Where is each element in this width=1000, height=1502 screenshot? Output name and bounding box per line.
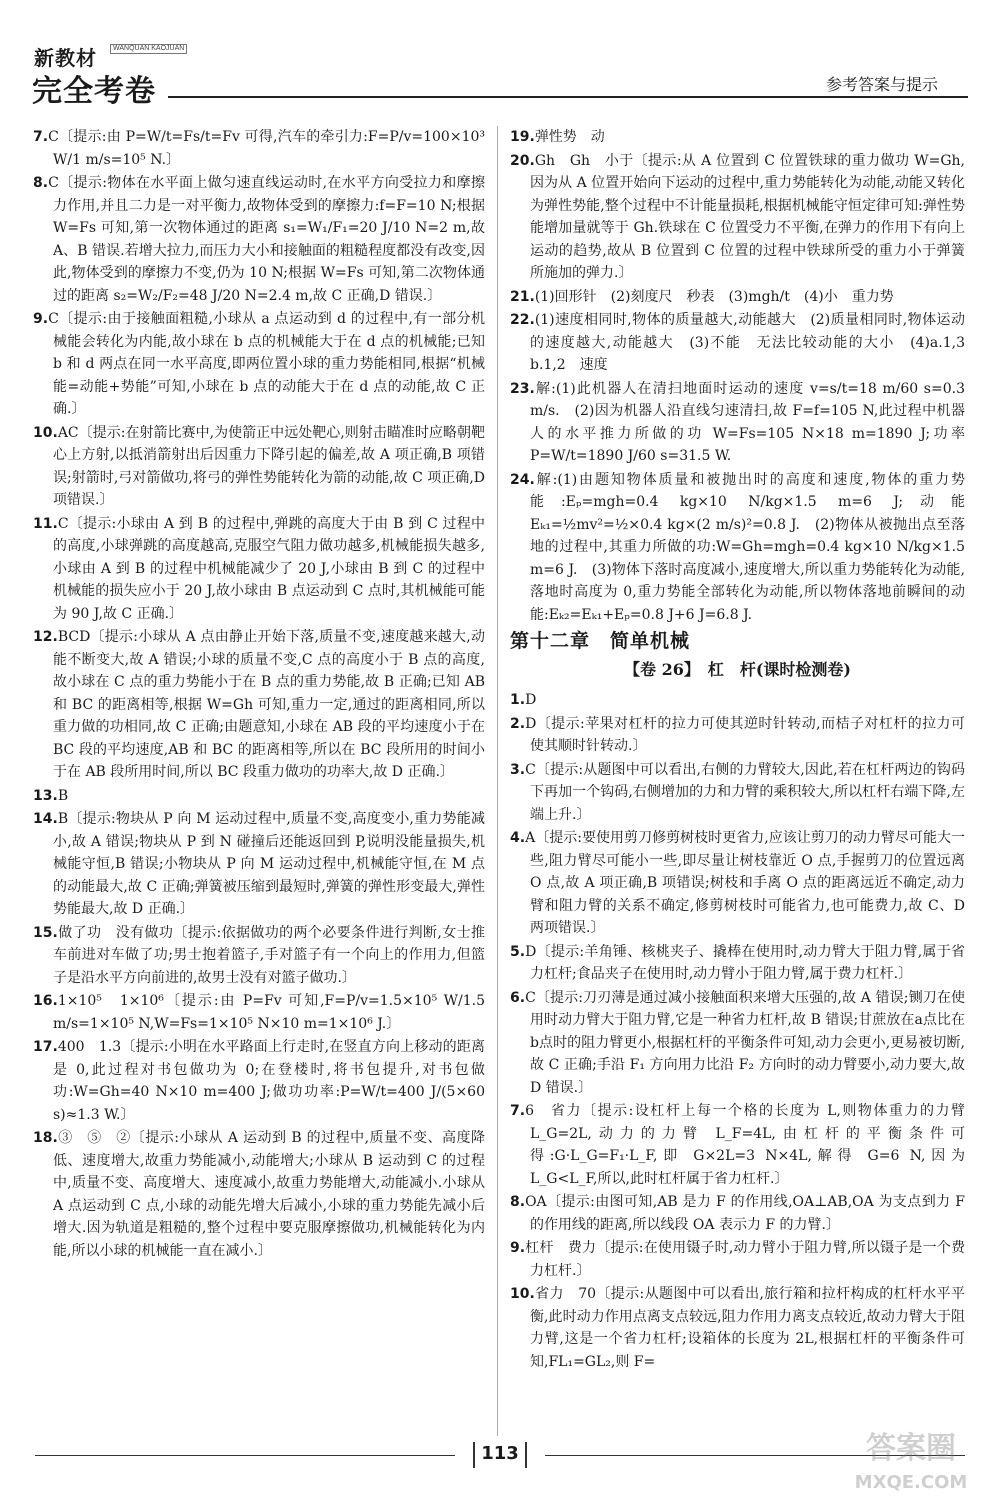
- answer-number: 9.: [33, 311, 49, 327]
- answer-item: [33, 785, 485, 808]
- answer-number: 19.: [510, 129, 535, 145]
- watermark-logo: [836, 1418, 986, 1498]
- answer-item: [510, 1283, 965, 1373]
- answer-item: [510, 759, 965, 827]
- answer-item: [510, 378, 965, 468]
- answer-text: 6 省力〔提示:设杠杆上每一个格的长度为 L,则物体重力的力臂 L_G=2L,动力的力臂 L_F=4L,由杠杆的平衡条件可得:G·L_G=F₁·L_F,即 G×2L=3 N×4L,解得 G=6 N,因为 L_G<L_F,所以,此时杠杆属于省力杠杆.〕: [525, 1103, 965, 1187]
- answer-text: C〔提示:由于接触面粗糙,小球从 a 点运动到 d 的过程中,有一部分机械能会转化为内能,故小球在 b 点的机械能大于在 d 点的机械能;已知 b 和 d 两点在同一水平高度,即两位置小球的重力势能相同,根据“机械能=动能+势能”可知,小球在 b 点的动能大于在 d 点的动能,故 C 正确.〕: [48, 311, 485, 417]
- left-column: [33, 126, 485, 1263]
- answer-text: 杠杆 费力〔提示:在使用镊子时,动力臂小于阻力臂,所以镊子是一个费力杠杆.〕: [525, 1240, 965, 1279]
- answer-number: 7.: [33, 129, 49, 145]
- column-divider: [497, 126, 498, 1436]
- answer-item: [33, 422, 485, 512]
- answer-text: OA〔提示:由图可知,AB 是力 F 的作用线,OA⊥AB,OA 为支点到力 F 的作用线的距离,所以线段 OA 表示力 F 的力臂.〕: [525, 1194, 965, 1233]
- answer-item: [510, 150, 965, 285]
- answer-number: 13.: [33, 787, 58, 804]
- answer-number: 5.: [510, 943, 526, 960]
- brand-small: 新教材: [34, 46, 97, 70]
- answer-text: C〔提示:由 P=W/t=Fs/t=Fv 可得,汽车的牵引力:F=P/v=100×10³ W/1 m/s=10⁵ N.〕: [48, 129, 485, 168]
- answer-text: ③ ⑤ ②〔提示:小球从 A 运动到 B 的过程中,质量不变、高度降低、速度增大,故重力势能减小,动能增大;小球从 B 运动到 C 的过程中,质量不变、高度增大、速度减小,故重力势能增大,动能减小.小球从 A 点运动到 C 点,小球的动能先增大后减小,小球的重力势能先减小后增大.因为轨道是粗糙的,整个过程中要克服摩擦做功,机械能转化为内能,所以小球的机械能一直在减小.〕: [53, 1130, 485, 1259]
- page-header: [28, 20, 978, 109]
- page-number-bar-left: [473, 1442, 475, 1468]
- right-column: [510, 126, 979, 1374]
- answer-item: [510, 689, 965, 712]
- answer-item: [510, 1100, 965, 1190]
- answer-item: [33, 922, 485, 990]
- answer-text: B: [57, 787, 69, 804]
- answer-text: 400 1.3〔提示:小明在水平路面上行走时,在竖直方向上移动的距离是 0,此过程对书包做功为 0;在登楼时,将书包提升,对书包做功:W=Gh=40 N×10 m=400 J;做功功率:P=W/t=400 J/(5×60 s)≈1.3 W.〕: [53, 1039, 485, 1123]
- answer-number: 9.: [510, 1240, 526, 1256]
- answer-number: 23.: [510, 380, 535, 397]
- answer-item: [510, 469, 965, 627]
- answer-number: 20.: [510, 152, 535, 169]
- answer-item: [33, 626, 485, 784]
- answer-item: [510, 941, 965, 986]
- answer-text: 解:(1)此机器人在清扫地面时运动的速度 v=s/t=18 m/60 s=0.3 m/s. (2)因为机器人沿直线匀速清扫,故 F=f=105 N,此过程中机器人的水平推力所做的功 W=Fs=105 N×18 m=1890 J;功率 P=W/t=1890 J/60 s=31.5 W.: [530, 380, 965, 464]
- answer-item: [510, 827, 965, 940]
- answer-text: D: [525, 692, 537, 708]
- answer-text: C〔提示:刀刃薄是通过减小接触面积来增大压强的,故 A 错误;铡刀在使用时动力臂大于阻力臂,它是一种省力杠杆,故 B 错误;甘蔗放在a点比在b点时的阻力臂更小,根据杠杆的平衡条件可知,动力会更小,更易被切断,故 C 正确;手沿 F₁ 方向用力比沿 F₂ 方向时的动力臂要小,动力要大,故 D 错误.〕: [525, 989, 965, 1096]
- answer-text: 解:(1)由题知物体质量和被抛出时的高度和速度,物体的重力势能:Eₚ=mgh=0.4 kg×10 N/kg×1.5 m=6 J;动能 Eₖ₁=½mv²=½×0.4 kg×(2 m/s)²=0.8 J. (2)物体从被抛出点至落地的过程中,其重力所做的功:W=Gh=mgh=0.4 kg×10 N/kg×1.5 m=6 J. (3)物体下落时高度减小,速度增大,所以重力势能转化为动能,落地时高度为 0,重力势能全部转化为动能,所以物体落地前瞬间的动能:Eₖ₂=Eₖ₁+Eₚ=0.8 J+6 J=6.8 J.: [530, 471, 965, 623]
- answer-item: [33, 126, 485, 171]
- page-number: 113: [481, 1443, 519, 1464]
- header-title: 参考答案与提示: [825, 75, 938, 94]
- answer-text: Gh Gh 小于〔提示:从 A 位置到 C 位置铁球的重力做功 W=Gh,因为从 A 位置开始向下运动的过程中,重力势能转化为动能,动能又转化为弹性势能,整个过程中不计能量损耗,根据机械能守恒定律可知:弹性势能增加量就等于 Gh.铁球在 C 位置受力不平衡,在弹力的作用下有向上运动的趋势,故从 B 位置到 C 位置的过程中铁球所受的重力小于弹簧所施加的弹力.〕: [530, 152, 965, 281]
- footer-rule-left: [35, 1455, 455, 1456]
- answers-ch12: [510, 689, 965, 1373]
- answer-text: C〔提示:小球由 A 到 B 的过程中,弹跳的高度大于由 B 到 C 过程中的高度,小球弹跳的高度越高,克服空气阻力做功越多,机械能损失越多,小球由 A 到 B 的过程中机械能减少了 20 J,小球由 B 到 C 的过程中机械能的损失应小于 20 J,故小球由 B 点运动到 C 点时,其机械能可能为 90 J,故 C 正确.〕: [53, 515, 485, 622]
- answers-ch11-continued: [510, 126, 979, 626]
- answer-text: AC〔提示:在射箭比赛中,为使箭正中远处靶心,则射击瞄准时应略朝靶心上方射,以抵消箭射出后因重力下降引起的偏差,故 A 项正确,B 项错误;射箭时,弓对箭做功,将弓的弹性势能转化为箭的动能,故 C 项正确,D 项错误.〕: [53, 424, 485, 508]
- chapter-title: 第十二章 简单机械: [510, 630, 691, 652]
- header-rule: [168, 96, 968, 98]
- answer-item: [33, 808, 485, 921]
- answer-number: 2.: [510, 715, 526, 732]
- answer-item: [33, 308, 485, 421]
- answer-number: 6.: [510, 989, 526, 1006]
- answer-item: [510, 1237, 965, 1282]
- answer-number: 21.: [510, 288, 535, 305]
- answer-item: [510, 987, 965, 1100]
- answer-text: 做了功 没有做功〔提示:依据做功的两个必要条件进行判断,女士推车前进对车做了功;男士抱着篮子,手对篮子有一个向上的作用力,但篮子是沿水平方向前进的,故男士没有对篮子做功.〕: [53, 924, 485, 986]
- answer-text: 省力 70〔提示:从题图中可以看出,旅行箱和拉杆构成的杠杆水平平衡,此时动力作用点离支点较远,阻力作用力离支点较近,故动力臂大于阻力臂,这是一个省力杠杆;设箱体的长度为 2L,根据杠杆的平衡条件可知,FL₁=GL₂,则 F=: [530, 1286, 965, 1370]
- answer-number: 12.: [33, 629, 58, 645]
- answer-item: [33, 1127, 485, 1262]
- answer-number: 14.: [33, 811, 58, 827]
- answer-item: [33, 172, 485, 307]
- answer-text: (1)速度相同时,物体的质量越大,动能越大 (2)质量相同时,物体运动的速度越大,动能越大 (3)不能 无法比较动能的大小 (4)a.1,3 b.1,2 速度: [530, 312, 979, 373]
- watermark-text: 答案圈: [866, 1431, 956, 1466]
- answer-number: 1.: [510, 692, 526, 708]
- answer-text: 弹性势 动: [534, 129, 605, 145]
- answer-item: [510, 309, 979, 377]
- answer-item: [510, 1191, 965, 1236]
- answer-item: [510, 126, 965, 149]
- answer-number: 10.: [510, 1286, 535, 1302]
- answer-text: C〔提示:物体在水平面上做匀速直线运动时,在水平方向受拉力和摩擦力作用,并且二力是一对平衡力,故物体受到的摩擦力:f=F=10 N;根据 W=Fs 可知,第一次物体通过的距离 s₁=W₁/F₁=20 J/10 N=2 m,故 A、B 错误.若增大拉力,而压力大小和接触面的粗糙程度都没有改变,因此,物体受到的摩擦力不变,仍为 10 N;根据 W=Fs 可知,第二次物体通过的距离 s₂=W₂/F₂=48 J/20 N=2.4 m,故 C 正确,D 错误.〕: [48, 175, 485, 304]
- answer-number: 16.: [33, 993, 58, 1009]
- answer-text: 1×10⁵ 1×10⁶〔提示:由 P=Fv 可知,F=P/v=1.5×10⁵ W/1.5 m/s=1×10⁵ N,W=Fs=1×10⁵ N×10 m=1×10⁶ J.〕: [53, 993, 485, 1032]
- answer-text: A〔提示:要使用剪刀修剪树枝时更省力,应该让剪刀的动力臂尽可能大一些,阻力臂尽可能小一些,即尽量让树枝靠近 O 点,手握剪刀的位置远离 O 点,故 A 项正确,B 项错误;树枝和手离 O 点的距离远近不确定,动力臂和阻力臂的关系不确定,修剪树枝时可能省力,也可能费力,故 C、D 两项错误.〕: [525, 830, 965, 936]
- answer-text: (1)回形针 (2)刻度尺 秒表 (3)mgh/t (4)小 重力势: [534, 288, 894, 305]
- answer-number: 24.: [510, 471, 535, 488]
- brand-pinyin: WANQUAN KAOJUAN: [110, 44, 187, 54]
- answer-number: 10.: [33, 424, 58, 441]
- answer-number: 3.: [510, 761, 526, 778]
- answer-text: B〔提示:物块从 P 向 M 运动过程中,质量不变,高度变小,重力势能减小,故 A 错误;物块从 P 到 N 碰撞后还能返回到 P,说明没能量损失,机械能守恒,B 错误;小物块从 P 向 M 运动过程中,机械能守恒,在 M 点的动能最大,故 C 正确;弹簧被压缩到最短时,弹簧的弹性形变最大,弹性势能最大,故 D 正确.〕: [53, 811, 485, 917]
- answer-number: 11.: [33, 515, 58, 532]
- answer-text: C〔提示:从题图中可以看出,右侧的力臂较大,因此,若在杠杆两边的钩码下再加一个钩码,右侧增加的力和力臂的乘积较大,所以杠杆右端下降,左端上升.〕: [525, 761, 965, 823]
- brand-logo: 完全考卷: [32, 74, 156, 109]
- answer-item: [510, 713, 965, 758]
- answer-item: [33, 513, 485, 626]
- answer-number: 18.: [33, 1130, 58, 1146]
- answer-number: 8.: [510, 1194, 526, 1210]
- answer-number: 4.: [510, 830, 526, 846]
- answer-text: D〔提示:羊角锤、核桃夹子、撬棒在使用时,动力臂大于阻力臂,属于省力杠杆;食品夹子在使用时,动力臂小于阻力臂,属于费力杠杆.〕: [525, 943, 965, 982]
- answer-number: 17.: [33, 1039, 58, 1055]
- answer-number: 8.: [33, 175, 49, 191]
- page-number-bar-right: [525, 1442, 527, 1468]
- section-title: 【卷 26】 杠 杆(课时检测卷): [624, 659, 851, 679]
- answer-item: [33, 1036, 485, 1126]
- watermark-url: MXQE.COM: [854, 1472, 968, 1493]
- answer-number: 7.: [510, 1103, 526, 1119]
- answer-number: 22.: [510, 312, 535, 328]
- page-footer: [35, 1440, 965, 1470]
- answer-text: BCD〔提示:小球从 A 点由静止开始下落,质量不变,速度越来越大,动能不断变大,故 A 错误;小球的质量不变,C 点的高度小于 B 点的高度,故小球在 C 点的重力势能小于在 B 点的重力势能,故 B 正确;已知 AB 和 BC 的距离相等,根据 W=Gh 可知,重力一定,通过的距离相同,所以重力做的功相同,故 C 正确;由题意知,小球在 AB 段的平均速度小于在 BC 段的平均速度,AB 和 BC 的距离相等,所以在 BC 段所用的时间小于在 AB 段所用时间,所以 BC 段重力做功的功率大,故 D 正确.〕: [53, 629, 485, 780]
- answer-number: 15.: [33, 924, 58, 941]
- answer-text: D〔提示:苹果对杠杆的拉力可使其逆时针转动,而桔子对杠杆的拉力可使其顺时针转动.〕: [525, 715, 965, 754]
- answer-item: [33, 990, 485, 1035]
- answer-item: [510, 286, 965, 309]
